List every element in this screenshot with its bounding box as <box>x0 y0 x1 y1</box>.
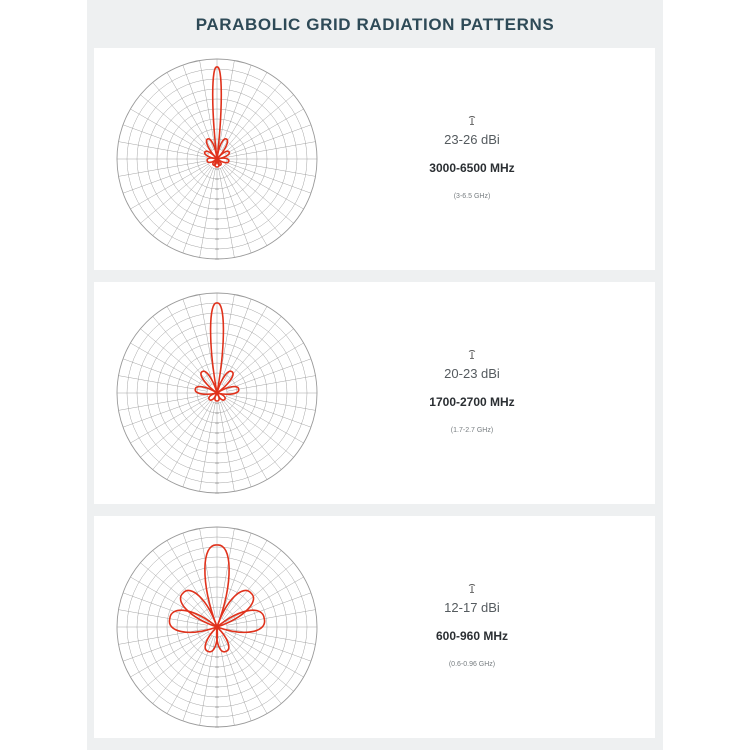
panel-info-3 <box>412 516 532 738</box>
radiation-lobe <box>215 393 219 401</box>
polar-grid-2 <box>112 288 322 498</box>
grid-spoke <box>227 629 316 645</box>
grid-spoke <box>119 629 208 645</box>
polar-plot-1 <box>112 54 322 264</box>
grid-spoke <box>119 376 208 392</box>
polar-grid-3 <box>112 522 322 732</box>
polar-plot-3 <box>112 522 322 732</box>
antenna-icon <box>467 346 477 356</box>
frequency-label: 600-960 MHz <box>435 629 509 643</box>
figure-title: PARABOLIC GRID RADIATION PATTERNS <box>195 15 555 34</box>
grid-spoke <box>200 169 216 258</box>
grid-spoke <box>200 403 216 492</box>
grid-spoke <box>219 403 235 492</box>
grid-spoke <box>119 142 208 158</box>
grid-spoke <box>219 169 235 258</box>
antenna-icon <box>467 580 477 590</box>
grid-spoke <box>200 529 216 618</box>
panel-info-1 <box>412 48 532 270</box>
gain-label: 23-26 dBi <box>444 132 500 147</box>
grid-spoke <box>227 376 316 392</box>
frequency-label: 1700-2700 MHz <box>429 395 515 409</box>
grid-spoke <box>227 161 316 177</box>
panel-info-2 <box>412 282 532 504</box>
pattern-panel-2 <box>94 282 655 504</box>
grid-spoke <box>219 529 235 618</box>
grid-spoke <box>227 610 316 626</box>
grid-spoke <box>119 161 208 177</box>
pattern-panel-3 <box>94 516 655 738</box>
gain-label: 20-23 dBi <box>444 366 500 381</box>
ghz-label: (0.6-0.96 GHz) <box>448 661 496 668</box>
ghz-label: (3-6.5 GHz) <box>453 193 491 200</box>
grid-spoke <box>227 142 316 158</box>
antenna-icon <box>467 112 477 122</box>
polar-plot-2 <box>112 288 322 498</box>
ghz-label: (1.7-2.7 GHz) <box>450 427 494 434</box>
gain-label: 12-17 dBi <box>444 600 500 615</box>
grid-spoke <box>119 395 208 411</box>
frequency-label: 3000-6500 MHz <box>429 161 515 175</box>
pattern-panel-1 <box>94 48 655 270</box>
grid-spoke <box>227 395 316 411</box>
figure-background <box>87 0 663 750</box>
grid-spoke <box>119 610 208 626</box>
polar-grid-1 <box>112 54 322 264</box>
